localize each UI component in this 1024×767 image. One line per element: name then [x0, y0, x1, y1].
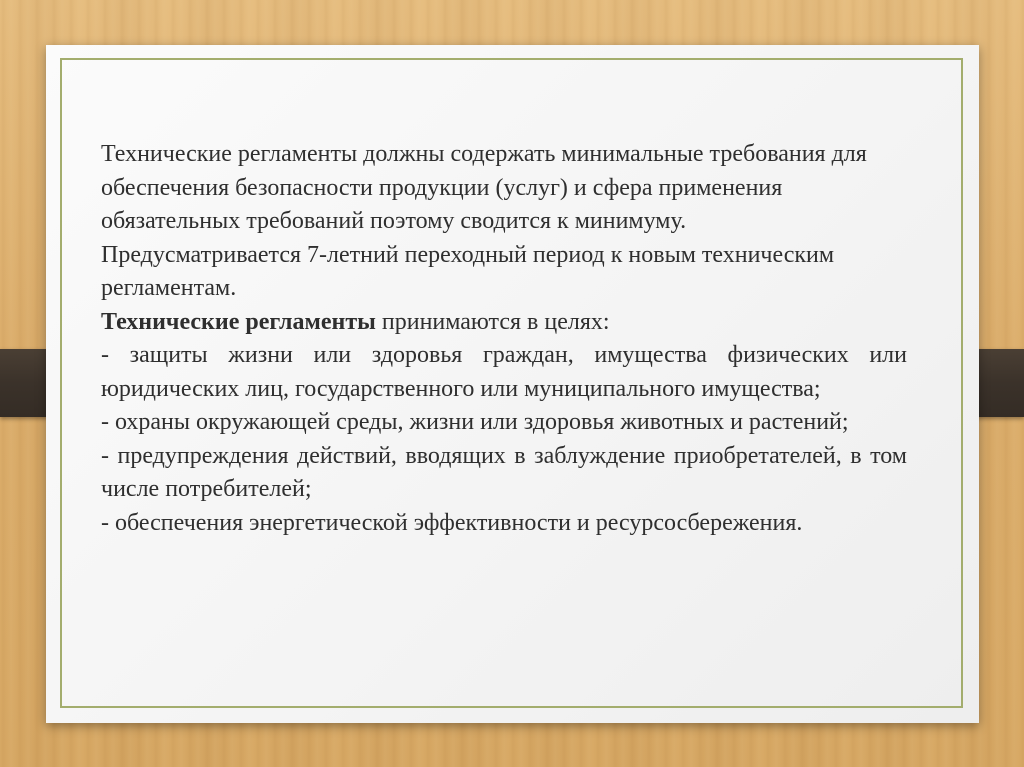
purpose-item-environment: - охраны окружающей среды, жизни или здоровья животных и растений;: [101, 409, 849, 435]
slide-paper: [46, 45, 979, 723]
paragraph-transition-period: Предусматривается 7-летний переходный период к новым техническим регламентам.: [101, 241, 835, 301]
purposes-heading-rest: принимаются в целях:: [375, 308, 610, 335]
paragraph-purposes-heading: [101, 306, 907, 340]
purpose-item-misleading-actions: - предупреждения действий, вводящих в заблуждение приобретателей, в том числе потребителей;: [101, 442, 907, 502]
purpose-item-life-health: - защиты жизни или здоровья граждан, имущества физических или юридических лиц, государственного или муниципального имущества;: [101, 342, 907, 402]
paragraph-minimal-requirements: Технические регламенты должны содержать минимальные требования для обеспечения безопасности продукции (услуг) и сфера применения обязательных требований поэтому сводится к минимуму.: [101, 141, 867, 234]
purposes-heading-bold: Технические регламенты: [101, 308, 376, 335]
purpose-item-energy-efficiency: - обеспечения энергетической эффективности и ресурсосбережения.: [101, 509, 803, 536]
slide-text-body: [101, 138, 907, 540]
